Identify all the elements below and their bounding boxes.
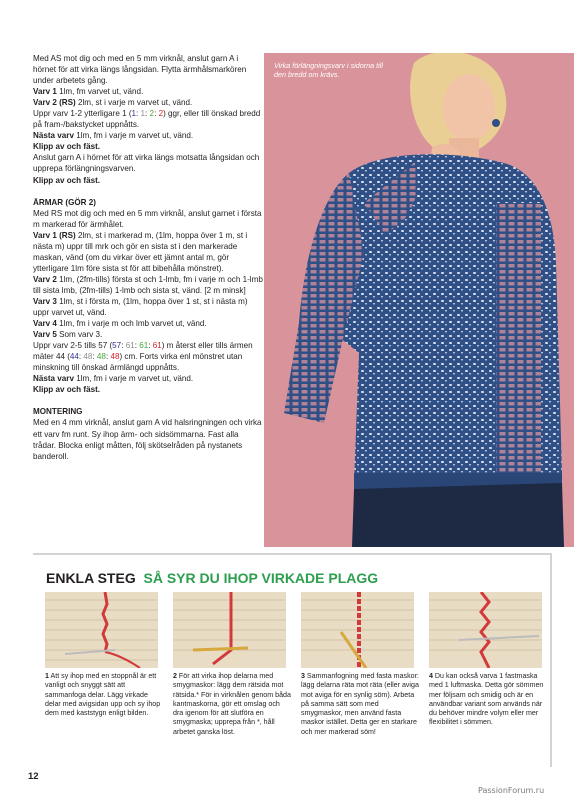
row-label: Varv 4: [33, 319, 57, 329]
cut-text: Klipp av och fäst.: [33, 175, 101, 185]
sleeve-row-3: [33, 296, 263, 318]
next-row: [33, 130, 263, 141]
cut-text: Klipp av och fäst.: [33, 142, 101, 152]
step-1-illustration: [45, 592, 158, 668]
model-illustration: [264, 53, 574, 547]
cut-instruction: [33, 384, 263, 395]
paragraph-extension-intro: Med AS mot dig och med en 5 mm virknål, anslut garn A i hörnet för att virka längs långsidan. Flytta ärmhålsmarkören under arbetets gång.: [33, 54, 247, 86]
step-2-illustration: [173, 592, 286, 668]
row-label: Varv 1 (RS): [33, 230, 76, 240]
model-photo: [264, 53, 574, 547]
text: ) m återst eller tills ärmen mäter 44 (: [33, 341, 253, 362]
row-label: Nästa varv: [33, 374, 74, 384]
spacer: [33, 186, 263, 197]
step-3-text: [301, 672, 419, 737]
size-value: 2: [158, 109, 164, 119]
step-3-photo: [301, 592, 414, 668]
step-2-text: [173, 672, 291, 737]
step-number: 1: [45, 672, 49, 680]
cut-instruction: [33, 175, 263, 186]
size-value: 61: [125, 341, 135, 351]
watermark: PassionForum.ru: [478, 786, 545, 795]
photo-caption: Virka förlängningsvarv i sidorna till den bredd om krävs.: [274, 61, 383, 80]
sleeve-repeat-instruction: Uppr varv 2-5 tills 57 (57: 61: 61: 61) m återst eller tills ärmen mäter 44 (44: 48: 48: 48) cm. Forts virka enl mönstret utan minskning till önskad ärmlängd uppnåtts.: [33, 341, 253, 373]
text: ) cm. Forts virka enl mönstret utan minskning till önskad ärmlängd uppnåtts.: [33, 352, 243, 373]
row-label: Varv 1: [33, 87, 57, 97]
row-label: Varv 5: [33, 330, 57, 340]
row-text: Som varv 3.: [56, 330, 103, 340]
row-text: 1lm, st i första m, (1lm, hoppa över 1 st, st i nästa m) uppr varvet ut, vänd.: [33, 296, 248, 318]
cut-instruction: [33, 141, 263, 152]
text: ) ggr, eller till önskad bredd på fram-/bakstycket uppnåtts.: [33, 109, 261, 130]
step-1-photo: [45, 592, 158, 668]
step-4-illustration: [429, 592, 542, 668]
text: Uppr varv 1-2 ytterligare 1 (: [33, 109, 132, 119]
repeat-instruction: Uppr varv 1-2 ytterligare 1 (1: 1: 2: 2) ggr, eller till önskad bredd på fram-/bakstycket uppnåtts.: [33, 109, 261, 130]
sleeve-row-4: [33, 318, 263, 329]
step-body: Du kan också varva 1 fastmaska med 1 luftmaska. Detta gör sömmen mer följsam och smidig och är en användbar variant som används när du behöver mindre volym eller mer flexibilitet i sömmen.: [429, 672, 544, 727]
steps-title-main: ENKLA STEG: [46, 570, 136, 586]
step-4-text: [429, 672, 547, 728]
spacer: [33, 395, 263, 406]
row-text: 1lm, fm i varje m varvet ut, vänd.: [73, 131, 194, 141]
row-label: Varv 2 (RS): [33, 98, 76, 108]
sleeve-row-2: [33, 274, 263, 296]
size-value: 48: [96, 352, 106, 362]
step-2-photo: [173, 592, 286, 668]
steps-title-sub: SÅ SYR DU IHOP VIRKADE PLAGG: [143, 570, 379, 586]
step-3-illustration: [301, 592, 414, 668]
row-text: 1lm, fm i varje m och lmb varvet ut, vänd.: [56, 319, 207, 329]
step-body: För att virka ihop delarna med smygmaskor: lägg dem rätsida mot rätsida.* För in virknålen genom båda kantmaskorna, gör ett omslag och dra igenom för att slutföra en smygmaska; upprepa från *, håll arbetet ganska löst.: [173, 672, 291, 736]
row-label: Varv 3: [33, 296, 57, 306]
cut-text: Klipp av och fäst.: [33, 385, 101, 395]
earring-shape: [492, 119, 500, 127]
size-value: 48: [83, 352, 93, 362]
row-label: Varv 2: [33, 274, 57, 284]
jeans-shape: [352, 483, 564, 547]
size-value: 2: [149, 109, 155, 119]
steps-section: [33, 553, 552, 767]
row-text: 1lm, (2fm-tills) första st och 1-lmb, fm i varje m och 1-lmb till sista lmb, (2fm-tills) 1-lmb och sista st, vänd. [2 m minsk]: [33, 274, 263, 295]
row-text: 1lm, fm i varje m varvet ut, vänd.: [73, 374, 194, 384]
step-body: Sammanfogning med fasta maskor: lägg delarna räta mot räta (eller aviga mot aviga för en synlig söm). Arbeta på samma sätt som med smygmaskor, men använd fasta maskor istället. Detta ger en starkare och mer markerad söm!: [301, 672, 419, 736]
section-heading-assembly: MONTERING: [33, 407, 83, 417]
section-heading-sleeves: ÄRMAR (GÖR 2): [33, 197, 96, 207]
step-number: 2: [173, 672, 177, 680]
step-number: 4: [429, 672, 433, 680]
size-value: 1: [131, 109, 137, 119]
sleeves-intro: Med RS mot dig och med en 5 mm virknål, anslut garnet i första m markerad för ärmhålet.: [33, 208, 262, 229]
row-2: [33, 97, 263, 108]
step-body: Att sy ihop med en stoppnål är ett vanligt och snyggt sätt att sammanfoga delar. Lägg virkade delar med avigsidan upp och sy ihop dem med kaststygn enligt bilden.: [45, 672, 161, 718]
size-value: 48: [110, 352, 120, 362]
assembly-text: Med en 4 mm virknål, anslut garn A vid halsringningen och virka ett varv fm runt. Sy ihop ärm- och sidsömmarna. Fast alla trådar. Blocka enligt måtten, följ skötselråden på nystanets banderoll.: [33, 418, 262, 461]
pattern-text-column: [33, 53, 263, 462]
row-text: 1lm, fm varvet ut, vänd.: [56, 87, 144, 97]
sleeve-row-5: [33, 329, 263, 340]
sleeve-row-1: [33, 230, 263, 274]
row-text: 2lm, st i varje m varvet ut, vänd.: [75, 98, 193, 108]
step-4-photo: [429, 592, 542, 668]
row-text: 2lm, st i markerad m, (1lm, hoppa över 1 m, st i nästa m) uppr till mrk och gör en sista st i den markerade maskan, vänd (om du virkar över ett jämnt antal m, gör ytterligare 1lm före sista st för att bibehålla mönstret).: [33, 230, 248, 273]
next-row: [33, 373, 263, 384]
size-value: 61: [139, 341, 149, 351]
size-value: 61: [152, 341, 162, 351]
sweater-side-panel: [496, 203, 541, 473]
sweater-sleeve: [284, 173, 364, 423]
steps-title: [46, 570, 378, 586]
face-shape: [443, 74, 495, 142]
text: Uppr varv 2-5 tills 57 (: [33, 341, 113, 351]
row-1: [33, 86, 263, 97]
size-value: 44: [69, 352, 79, 362]
row-label: Nästa varv: [33, 131, 74, 141]
size-value: 1: [140, 109, 146, 119]
step-number: 3: [301, 672, 305, 680]
size-value: 57: [112, 341, 122, 351]
page-number: 12: [28, 771, 39, 782]
attach-instruction: Anslut garn A i hörnet för att virka längs motsatta långsidan och upprepa förlängningsvarven.: [33, 153, 260, 174]
step-1-text: [45, 672, 163, 718]
